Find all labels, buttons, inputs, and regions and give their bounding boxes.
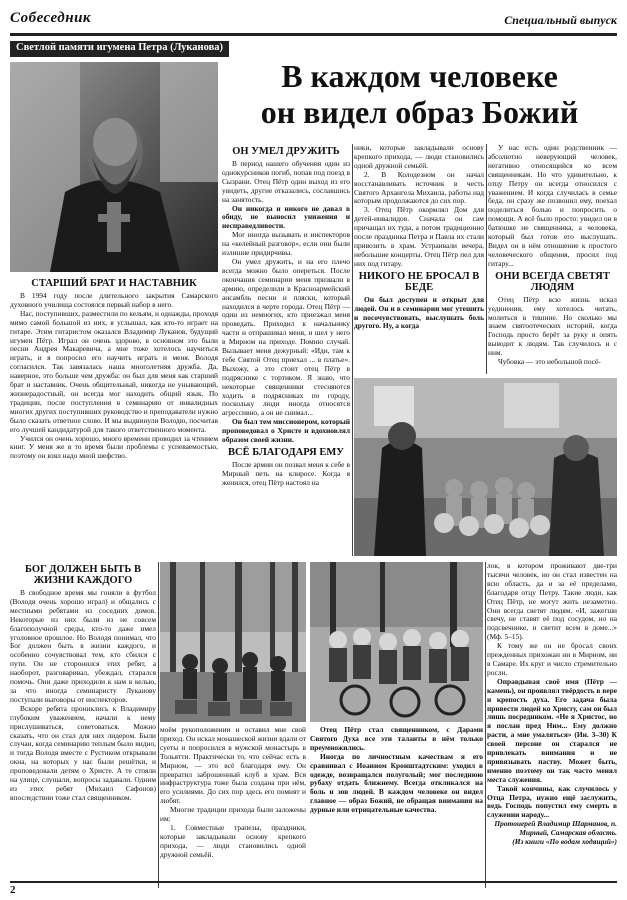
rubric: Светлой памяти игумена Петра (Луканова) bbox=[10, 41, 229, 57]
forest-group-photo bbox=[160, 562, 306, 722]
paragraph: Нас, поступивших, разместили по кельям, и однажды, проходя мимо самой большой из них, я услышал, как кто-то играет на гитаре. Этим гитаристом оказался Владимир Луканов, будущий игумен Пётр. Играл он очень здорово, в основном это были песни Андрея Макаревича, а мне тоже хотелось научиться играть, и я попросил его научить играть и меня. Володя согласился. Так завязалась наша многолетняя дружба. Да, наверное, это больше чем дружба: он был для меня как старший брат и наставник. Очень общительный, никогда не унывающий, жизнерадостный, он всегда мог находить общий язык. По традиции, после поступления в семинарию от инвалидных многих других поступивших руководство и преподаватели нужно было сказать ответное слово. И мы выдвинули Володю, посчитав его лучшей кандидатурой для такого ответственного момента. bbox=[10, 308, 218, 434]
subheading-never-abandoned: НИКОГО НЕ БРОСАЛ В БЕДЕ bbox=[358, 270, 480, 293]
page-number: 2 bbox=[10, 884, 16, 896]
bold-paragraph: Он никогда и никого не давал в обиду, не выносил унижения и несправедливости. bbox=[222, 203, 350, 231]
source-note: (Из книги «По водам ходящий») bbox=[512, 837, 617, 847]
column-divider bbox=[485, 562, 486, 888]
paragraph: лок, в котором проживают две-три тысячи человек, но он стал известен на всю область, да и за её пределами, благодаря отцу Петру. Такие люди, как Отец Пётр, не могут жить незаметно. Они всегда светят людям. «И, зажегши свечу, не ставят её под сосудом, но на подсвечнике, и светит всем в доме...» (Мф. 5–15). bbox=[487, 562, 617, 642]
paragraph: После армии он позвал меня к себе в Мирный петь на клиросе. Когда я женился, отец Пётр настоял на bbox=[222, 460, 350, 487]
headline-line1: В каждом человеке bbox=[281, 58, 558, 94]
article-column-4-top bbox=[488, 144, 617, 374]
bold-paragraph: Отец Пётр стал священником, с Дарами Святого Духа все эти таланты в нём только преумножились. bbox=[310, 726, 483, 752]
paragraph: В период нашего обучения один из однокурсников погиб, попав под поезд в Сызрани. Отец Пётр один выход из его увидеть, другие отказались, сославшись на занятость. bbox=[222, 159, 350, 204]
paragraph: 1. Совместные трапезы, праздники, которые закладывали основу крепкого прихода, — люди становились одной дружной семьёй. bbox=[160, 822, 306, 859]
priest-portrait-photo bbox=[10, 62, 218, 272]
bold-paragraph: Оправдывая своё имя (Пётр — камень), он проявлял твёрдость в вере и крепость духа. Его задача была привести людей ко Христу, сам он был лишь посредником. «Не я Христос, но я послан пред Ним... Ему должно расти, а мне умаляться» (Ин. 3–30) К своей персоне он старался не привлекать внимания и не привязывать паству. Может быть, именно поэтому он так часто менял места служения. bbox=[487, 676, 617, 784]
headline bbox=[222, 58, 617, 130]
column-divider bbox=[352, 144, 353, 556]
subheading-thanks-to-him: ВСЁ БЛАГОДАРЯ ЕМУ bbox=[228, 447, 344, 458]
blessing-children-photo bbox=[354, 378, 617, 556]
paragraph: моём рукоположении и оставил мне свой приход. Он искал монашеской жизни вдали от суеты и попросился в мужской монастырь в Тольятти. Практически то, что сейчас есть в Мирном, — это всё благодаря ему. Он превратил заброшенный клуб в храм. Вся инфраструктура тоже была создана при нём, его усилиями. До сих пор здесь его помнят и любят. bbox=[160, 726, 306, 806]
paragraph: Чубовка — это небольшой посё- bbox=[498, 357, 601, 367]
paragraph: У нас есть один родственник — абсолютно неверующий человек, негативно относящийся ко всем священникам. Но что удивительно, к отцу Петру он всегда относился с уважением. И когда случилась в семье беда, он сразу же позвонил ему, поехал поделиться болью и попросить о помощи. А всё было просто: увидел он в батюшке не священника, а человека, который был готов его выслушать. Видел он в нём отношение к простого человеческого общения, просил под гитару... bbox=[488, 144, 617, 268]
column-divider bbox=[486, 144, 487, 374]
paragraph: Он умел дружить, и на его плечо всегда можно было опереться. После окончания семинарии меня призвали в армию, определили в Красноармейский ансамбль песни и пляски, который находился в черте города. Отец Пётр — один из немногих, кто приезжал меня проведать. Приходил к начальнику части и отпрашивал меня, и шел у него в Мирном на приходе. Помню случай. Вызывает меня дежурный: «Иди, там к тебе Святой Отец приехал ... в платье». Выхожу, а это стоит отец Пётр в подряснике с тортиком. Я знаю, что некоторые священники стесняются ходить в подрясниках по городу, поскольку люди иногда относятся агрессивно, а он не снимал... bbox=[222, 256, 350, 418]
paragraph: 3. Отец Пётр окормлял Дом для детей-инвалидов. Сначала он сам причащал их туда, а потом традиционно после праздника Петра и Павла их стали привозить в храм. Устраивали вечера, небольшие концерты. Отец Пётр пел для них под гитару. bbox=[354, 205, 484, 268]
subheading-friendship: ОН УМЕЛ ДРУЖИТЬ bbox=[232, 146, 340, 157]
column-divider bbox=[158, 562, 159, 888]
wheelchair-group-photo bbox=[310, 562, 483, 722]
paragraph: 2. В Колодезном он начал восстанавливать источник в честь Святого Архангела Михаила, работы над которым продолжаются до сих пор. bbox=[354, 169, 484, 206]
page-header bbox=[10, 10, 617, 36]
article-column-1-bottom bbox=[10, 562, 156, 882]
issue-label: Специальный выпуск bbox=[504, 13, 617, 27]
bold-paragraph: Он был доступен и открыт для людей. Он и в семинарии мог утешить и посочувствовать, выслушать боль другого. Ну, а когда bbox=[354, 294, 484, 331]
article-column-2-top bbox=[222, 144, 350, 556]
subheading-older-brother: СТАРШИЙ БРАТ И НАСТАВНИК bbox=[31, 278, 197, 289]
article-column-3-bottom bbox=[310, 726, 483, 888]
article-column-3-top bbox=[354, 144, 484, 374]
newspaper-name: Собеседник bbox=[10, 10, 92, 26]
paragraph: К тому же он не бросал своих прежденных прихожан ни в Мирном, ни в Самаре. Их круг и число стремительно росли. bbox=[487, 641, 617, 677]
headline-line2: он видел образ Божий bbox=[260, 94, 579, 130]
paragraph: Многие традиции прихода были заложены им: bbox=[160, 805, 306, 824]
paragraph: В свободное время мы гоняли в футбол (Володя очень хорошо играл) и общались с местными ребятами из соседних домов. Некоторые из них были из не совсем благополучной среды, кто-то даже имел уголовное прошлое. Но Володя понимал, что Бог должен быть в жизни каждого, и особенно сочувствовал тем, кто сбился с пути. Он не сторонился этих ребят, а наоборот, разговаривал, убеждал, старался помочь. Они даже приходили к нам в келью, за что иногда семинаристу Луканову поступали выговоры от инспекторов. bbox=[10, 588, 156, 704]
article-column-2-bottom bbox=[160, 726, 306, 888]
paragraph: Вскоре ребята прониклись к Владимиру глубоким уважением, начали к нему прислушиваться, советоваться. Можно сказать, что он стал для них лидером. Были случаи, когда семинарию теплым было видно, и тогда Володя вместе с Рустиком открывали окна, на которых у нас были решётки, и проповедовали детям о Христе. А те стояли на улице, слушали, вопросы задавали. Одним из этих ребят (Михаил Сафонов) впоследствии тоже стал священником. bbox=[10, 703, 156, 802]
page-footer bbox=[10, 881, 617, 896]
paragraph: ники, которые закладывали основу крепкого прихода, — люди становились одной дружной семьёй. bbox=[354, 144, 484, 170]
bold-paragraph: Он был тем миссионером, который проповедовал о Христе и вдохновлял образом своей жизни. bbox=[222, 417, 350, 445]
subheading-they-shine: ОНИ ВСЕГДА СВЕТЯТ ЛЮДЯМ bbox=[495, 270, 610, 293]
bold-paragraph: Такой кончины, как случилось у Отца Петра, нужно ещё заслужить, ведь Господь попустил ему смерть в служении народу... bbox=[487, 783, 617, 820]
article-column-1-top bbox=[10, 276, 218, 558]
paragraph: В 1994 году после длительного закрытия Самарского духовного училища состоялся первый набор в него. bbox=[10, 291, 218, 309]
paragraph: Отец Пётр всю жизнь искал уединения, ему хотелось читать, молиться в тишине. Но сколько мы знаем святоотеческих историй, когда Господь просто берёт за руку и опять выводит к людям. Так случилось и с ним. bbox=[488, 294, 617, 358]
paragraph: Мог иногда вызывать и инспекторов на «келейный разговор», если они были излишне придирчивы. bbox=[222, 230, 350, 258]
author-signature: Протоиерей Владимир Шарманов, п. Мирный, Самарская область. bbox=[494, 819, 617, 838]
subheading-god-in-life: БОГ ДОЛЖЕН БЫТЬ В ЖИЗНИ КАЖДОГО bbox=[24, 564, 142, 586]
article-column-4-bottom bbox=[487, 562, 617, 888]
paragraph: Учился он очень хорошо, много времени проводил за чтением книг. У меня же в то время были проблемы с успеваемостью, поэтому он взял надо мной шефство. bbox=[10, 433, 218, 461]
bold-paragraph: Иногда по личностным качествам я его сравнивал с Иоанном Кронштадтским: уходил в одежде, возвращался полуголый; мог последнюю рубаху отдать ближнему. Всегда откликался на боль и зов людей. В каждом человеке он видел главное — образ Божий, не обращая внимания на дурные или отрицательные качества. bbox=[310, 751, 483, 815]
